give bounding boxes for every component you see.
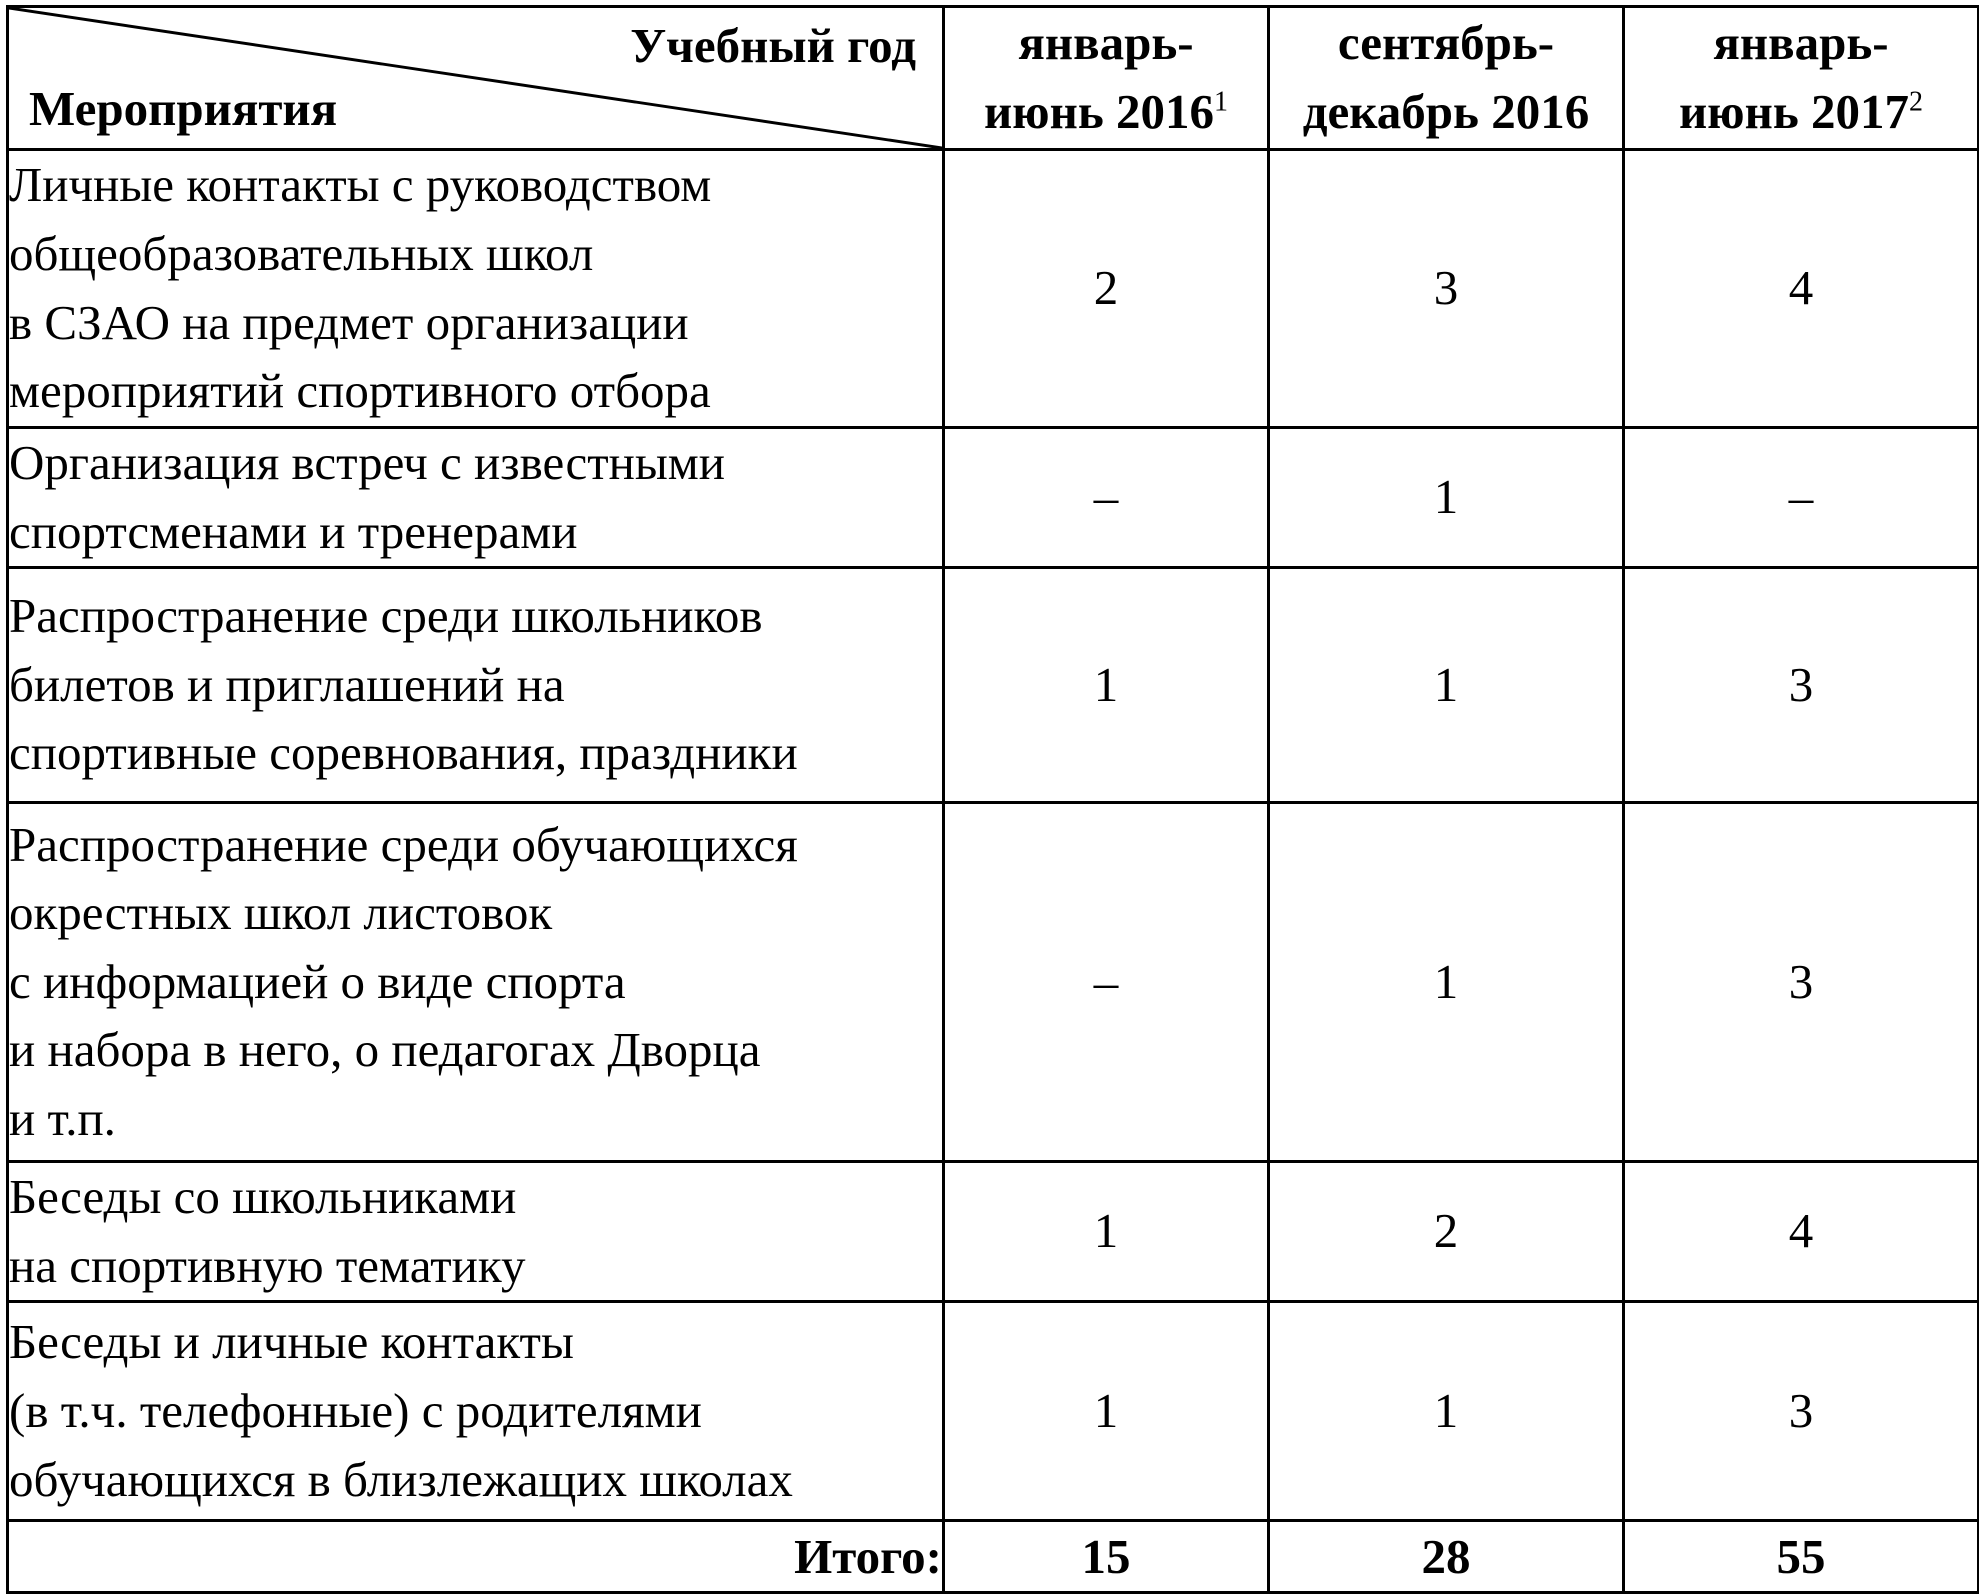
total-value: 55 (1624, 1521, 1979, 1593)
activity-text-line: окрестных школ листовок (9, 885, 553, 941)
value-cell: 3 (1624, 803, 1979, 1162)
activity-text-line: Беседы со школьниками (9, 1169, 517, 1225)
total-label: Итого: (8, 1521, 944, 1593)
activity-text-line: с информацией о виде спорта (9, 953, 626, 1009)
activity-cell (8, 568, 944, 803)
value-cell: – (944, 428, 1269, 568)
value-cell: 1 (1269, 428, 1624, 568)
table-row (8, 1162, 1979, 1302)
activity-text-line: (в т.ч. телефонные) с родителями (9, 1383, 702, 1439)
value-cell: 3 (1624, 1302, 1979, 1521)
activity-cell (8, 428, 944, 568)
value-cell: 3 (1269, 150, 1624, 428)
value-cell: 2 (1269, 1162, 1624, 1302)
activity-cell (8, 803, 944, 1162)
activity-text-line: и т.п. (9, 1091, 116, 1147)
activity-header-label: Мероприятия (29, 81, 338, 137)
value-cell: – (1624, 428, 1979, 568)
footnote-marker-1: 1 (1214, 86, 1229, 118)
value-cell: 1 (1269, 1302, 1624, 1521)
activity-cell (8, 150, 944, 428)
period-header-2-line2: декабрь 2016 (1302, 84, 1590, 139)
value-cell: 1 (1269, 568, 1624, 803)
table-row (8, 568, 1979, 803)
activity-text-line: обучающихся в близлежащих школах (9, 1451, 793, 1507)
activity-text-line: в СЗАО на предмет организации (9, 294, 689, 350)
total-value: 28 (1269, 1521, 1624, 1593)
diagonal-header-cell (8, 7, 944, 150)
value-cell: 1 (944, 568, 1269, 803)
value-cell: 4 (1624, 150, 1979, 428)
period-header-1 (944, 7, 1269, 150)
activity-text-line: мероприятий спортивного отбора (9, 363, 711, 419)
value-cell: 2 (944, 150, 1269, 428)
value-cell: 1 (1269, 803, 1624, 1162)
activity-text-line: Организация встреч с известными (9, 435, 725, 490)
footnote-marker-2: 2 (1909, 86, 1924, 118)
period-header-1-line1: январь- (1018, 15, 1194, 71)
activity-text-line: спортивные соревнования, праздники (9, 725, 798, 781)
activity-text-line: Распространение среди школьников (9, 588, 763, 644)
value-cell: – (944, 803, 1269, 1162)
activity-text-line: на спортивную тематику (9, 1237, 526, 1293)
value-cell: 1 (944, 1302, 1269, 1521)
table-row (8, 428, 1979, 568)
activity-text-line: Распространение среди обучающихся (9, 816, 798, 872)
period-header-3-line1: январь- (1713, 15, 1889, 71)
table-row (8, 150, 1979, 428)
period-header-2-line1: сентябрь- (1337, 15, 1555, 71)
activity-cell (8, 1162, 944, 1302)
activity-text-line: Беседы и личные контакты (9, 1314, 574, 1370)
activity-text-line: билетов и приглашений на (9, 656, 565, 712)
activity-cell (8, 1302, 944, 1521)
activity-text-line: Личные контакты с руководством (9, 157, 712, 213)
period-header-2 (1269, 7, 1624, 150)
value-cell: 1 (944, 1162, 1269, 1302)
year-header-label: Учебный год (630, 18, 916, 73)
value-cell: 4 (1624, 1162, 1979, 1302)
activity-text-line: общеобразовательных школ (9, 225, 594, 281)
period-header-1-line2: июнь 2016 (983, 84, 1215, 139)
header-row (8, 7, 1979, 150)
table-row (8, 803, 1979, 1162)
period-header-3 (1624, 7, 1979, 150)
total-row (8, 1521, 1979, 1593)
table-row (8, 1302, 1979, 1521)
activities-table (6, 5, 1979, 1594)
period-header-3-line2: июнь 2017 (1678, 84, 1910, 139)
activity-text-line: и набора в него, о педагогах Дворца (9, 1022, 761, 1078)
activity-text-line: спортсменами и тренерами (9, 503, 578, 559)
total-value: 15 (944, 1521, 1269, 1593)
value-cell: 3 (1624, 568, 1979, 803)
